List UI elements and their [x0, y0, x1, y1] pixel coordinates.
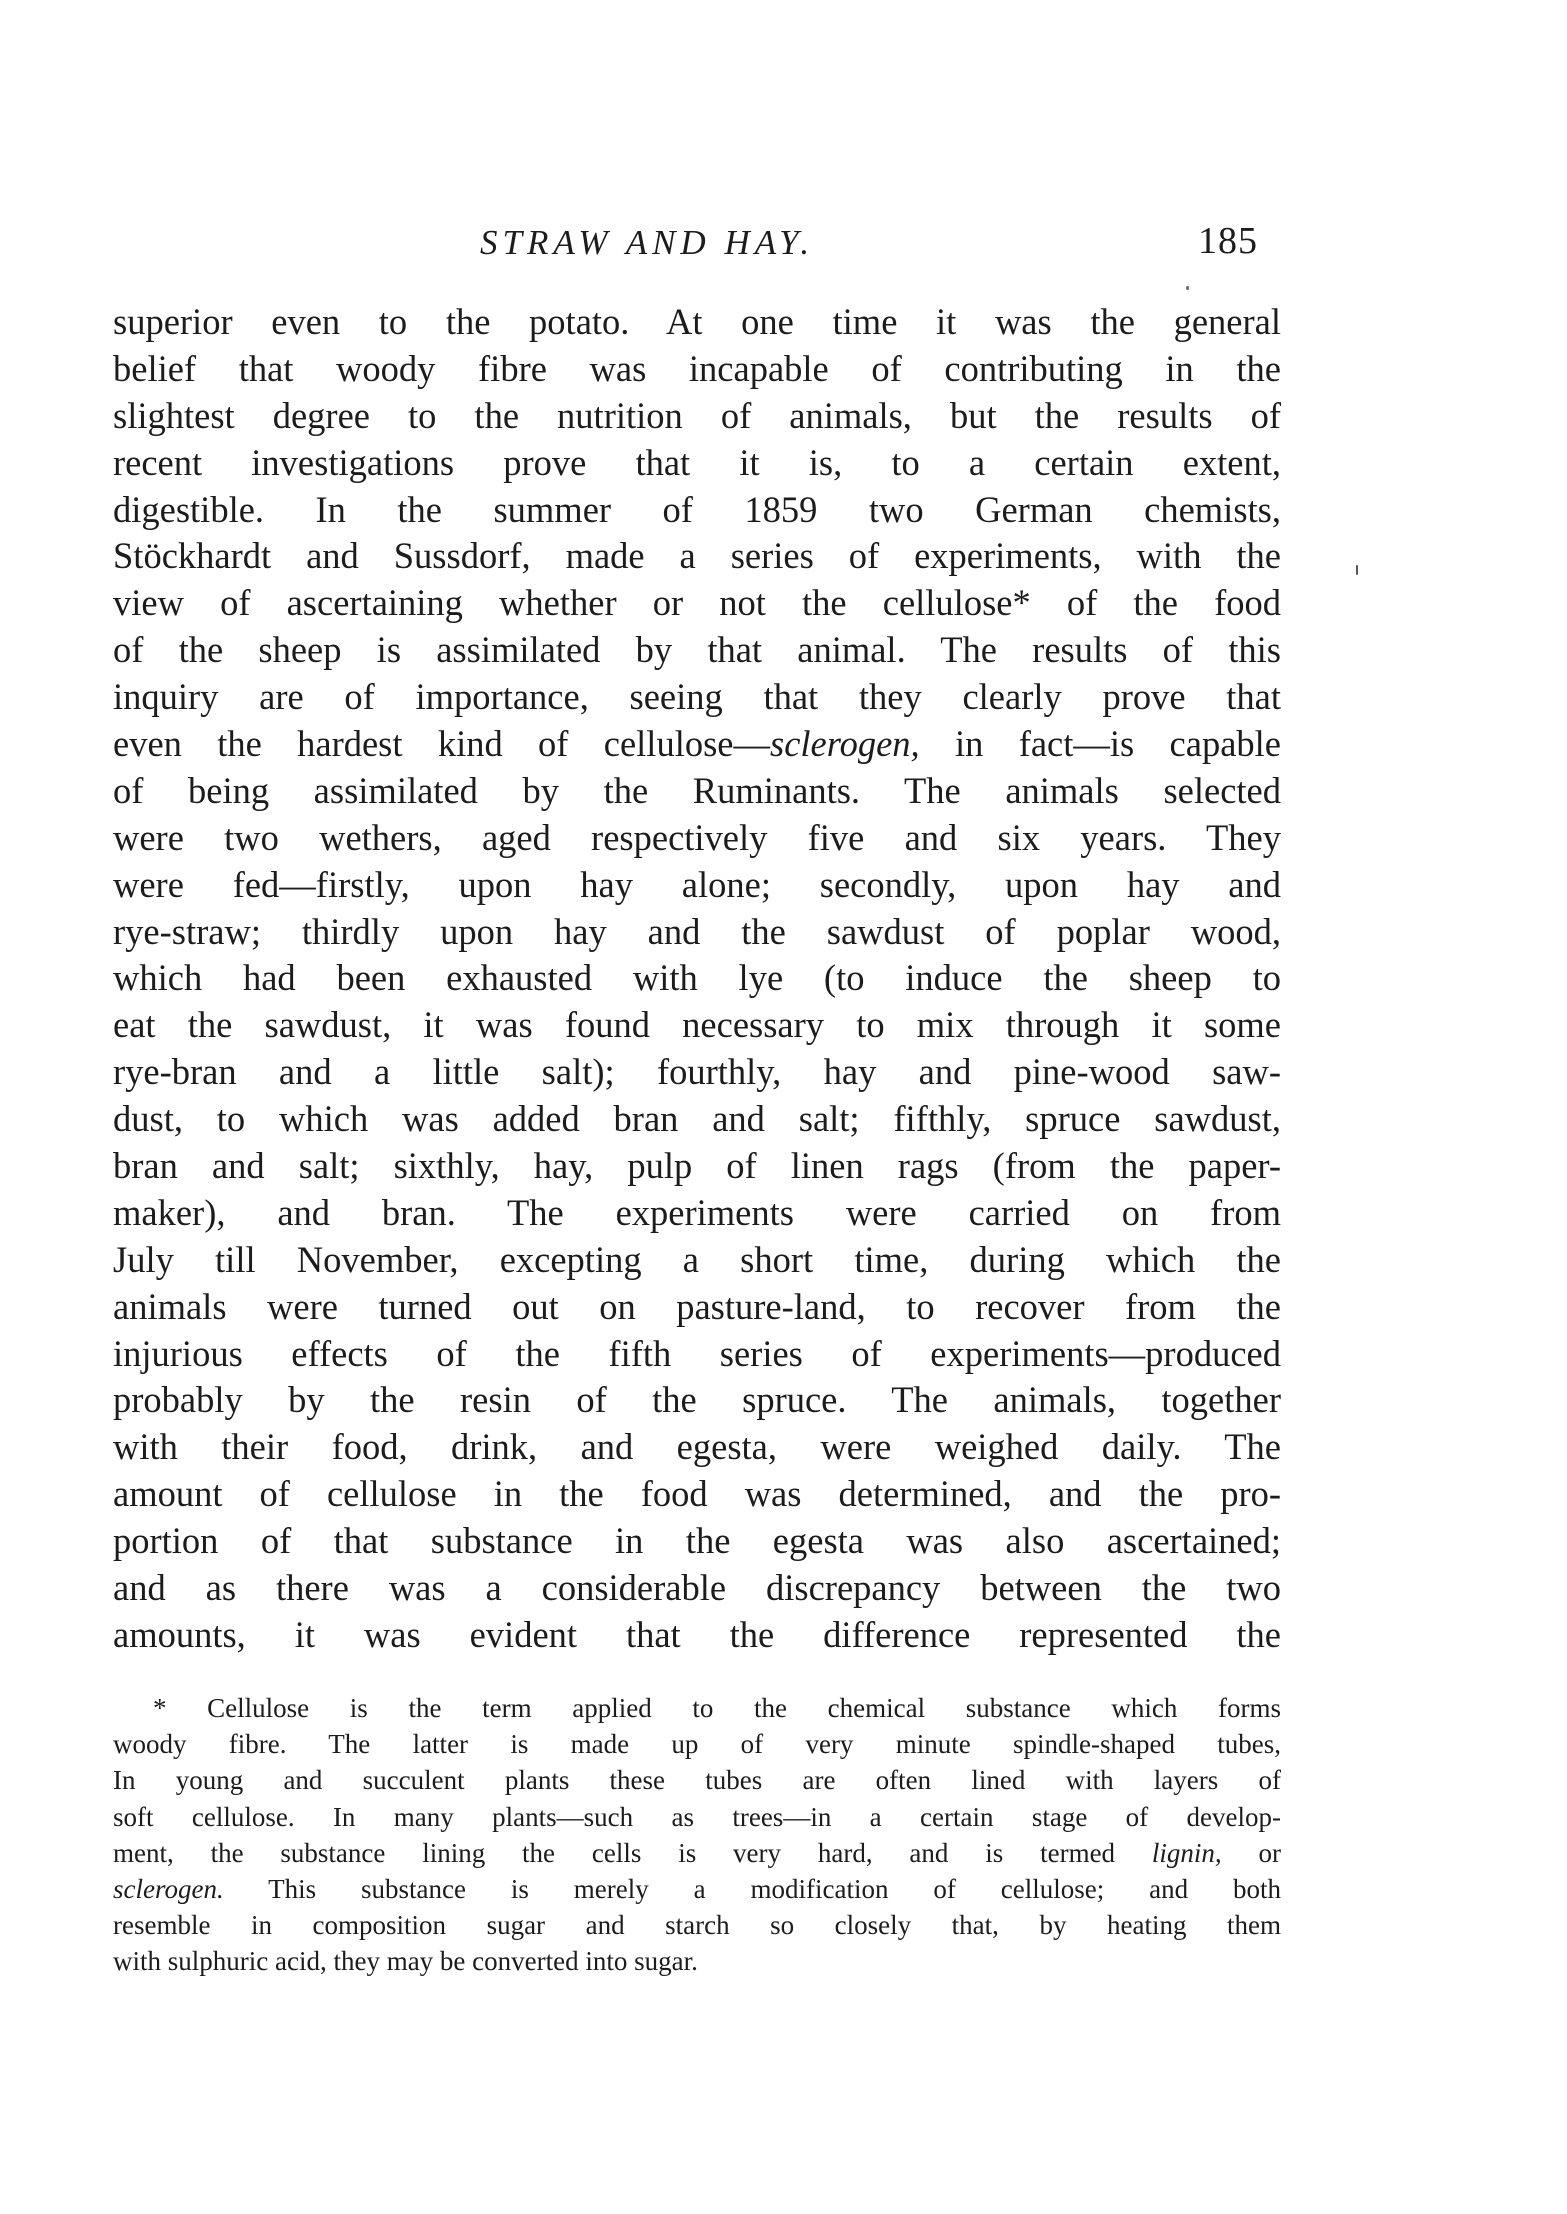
- body-line: with their food, drink, and egesta, were weighed daily. The: [113, 1426, 1281, 1468]
- text-segment: This substance is merely a modification of cellulose; and both: [223, 1873, 1281, 1904]
- body-line: superior even to the potato. At one time it was the general: [113, 301, 1281, 342]
- body-line: belief that woody fibre was incapable of contributing in the: [113, 347, 1281, 389]
- body-line: were two wethers, aged respectively five and six years. They: [113, 816, 1281, 858]
- body-line: amount of cellulose in the food was determined, and the pro-: [113, 1473, 1281, 1515]
- footnote-line: [113, 1871, 1281, 1907]
- body-line: dust, to which was added bran and salt; fifthly, spruce sawdust,: [113, 1098, 1281, 1140]
- running-head: [0, 218, 1567, 268]
- page-number: 185: [1198, 220, 1258, 262]
- body-line: of being assimilated by the Ruminants. The animals selected: [113, 769, 1281, 811]
- body-line: recent investigations prove that it is, to a certain extent,: [113, 441, 1281, 483]
- body-line: animals were turned out on pasture-land, to recover from the: [113, 1285, 1281, 1327]
- body-line: view of ascertaining whether or not the cellulose* of the food: [113, 582, 1281, 624]
- text-segment: or: [1221, 1837, 1282, 1868]
- body-line: amounts, it was evident that the difference represented the: [113, 1613, 1281, 1655]
- print-speck: [1356, 565, 1358, 575]
- body-line: bran and salt; sixthly, hay, pulp of linen rags (from the paper-: [113, 1145, 1281, 1187]
- print-speck: [1186, 286, 1189, 290]
- footnote-line-with-italic: [113, 1835, 1281, 1871]
- running-title: STRAW AND HAY.: [480, 223, 815, 262]
- footnote-line: with sulphuric acid, they may be converted into sugar.: [113, 1946, 698, 1977]
- body-line: digestible. In the summer of 1859 two German chemists,: [113, 488, 1281, 530]
- italic-term-sclerogen: sclerogen.: [113, 1873, 224, 1904]
- body-line: injurious effects of the fifth series of experiments—produced: [113, 1332, 1281, 1374]
- body-line: portion of that substance in the egesta was also ascertained;: [113, 1520, 1281, 1562]
- body-line: inquiry are of importance, seeing that they clearly prove that: [113, 676, 1281, 718]
- body-line: Stöckhardt and Sussdorf, made a series of experiments, with the: [113, 535, 1281, 577]
- italic-term-sclerogen: sclerogen,: [770, 723, 920, 765]
- footnote-line: soft cellulose. In many plants—such as trees—in a certain stage of develop-: [113, 1801, 1281, 1832]
- body-line: of the sheep is assimilated by that animal. The results of this: [113, 629, 1281, 671]
- footnote: [113, 1690, 1281, 1980]
- body-line: and as there was a considerable discrepancy between the two: [113, 1567, 1281, 1609]
- body-line: which had been exhausted with lye (to induce the sheep to: [113, 957, 1281, 999]
- body-line: slightest degree to the nutrition of animals, but the results of: [113, 394, 1281, 436]
- text-segment: ment, the substance lining the cells is very hard, and is termed: [113, 1837, 1116, 1868]
- footnote-line: * Cellulose is the term applied to the chemical substance which forms: [153, 1693, 1281, 1723]
- body-line: rye-bran and a little salt); fourthly, hay and pine-wood saw-: [113, 1051, 1281, 1093]
- footnote-line: woody fibre. The latter is made up of very minute spindle-shaped tubes,: [113, 1729, 1281, 1760]
- footnote-line: In young and succulent plants these tubes are often lined with layers of: [113, 1765, 1281, 1796]
- body-line: July till November, excepting a short time, during which the: [113, 1238, 1281, 1280]
- body-line: probably by the resin of the spruce. The animals, together: [113, 1379, 1281, 1421]
- text-segment: even the hardest kind of cellulose—: [113, 723, 770, 765]
- body-line: maker), and bran. The experiments were carried on from: [113, 1191, 1281, 1233]
- body-line-with-italic: [113, 721, 1281, 768]
- text-segment: in fact—is capable: [919, 723, 1281, 765]
- italic-term-lignin: lignin,: [1151, 1837, 1222, 1868]
- body-line: eat the sawdust, it was found necessary to mix through it some: [113, 1004, 1281, 1046]
- body-text: [113, 299, 1281, 1659]
- body-line: were fed—firstly, upon hay alone; secondly, upon hay and: [113, 863, 1281, 905]
- body-line: rye-straw; thirdly upon hay and the sawdust of poplar wood,: [113, 910, 1281, 952]
- footnote-line: resemble in composition sugar and starch so closely that, by heating them: [113, 1910, 1281, 1941]
